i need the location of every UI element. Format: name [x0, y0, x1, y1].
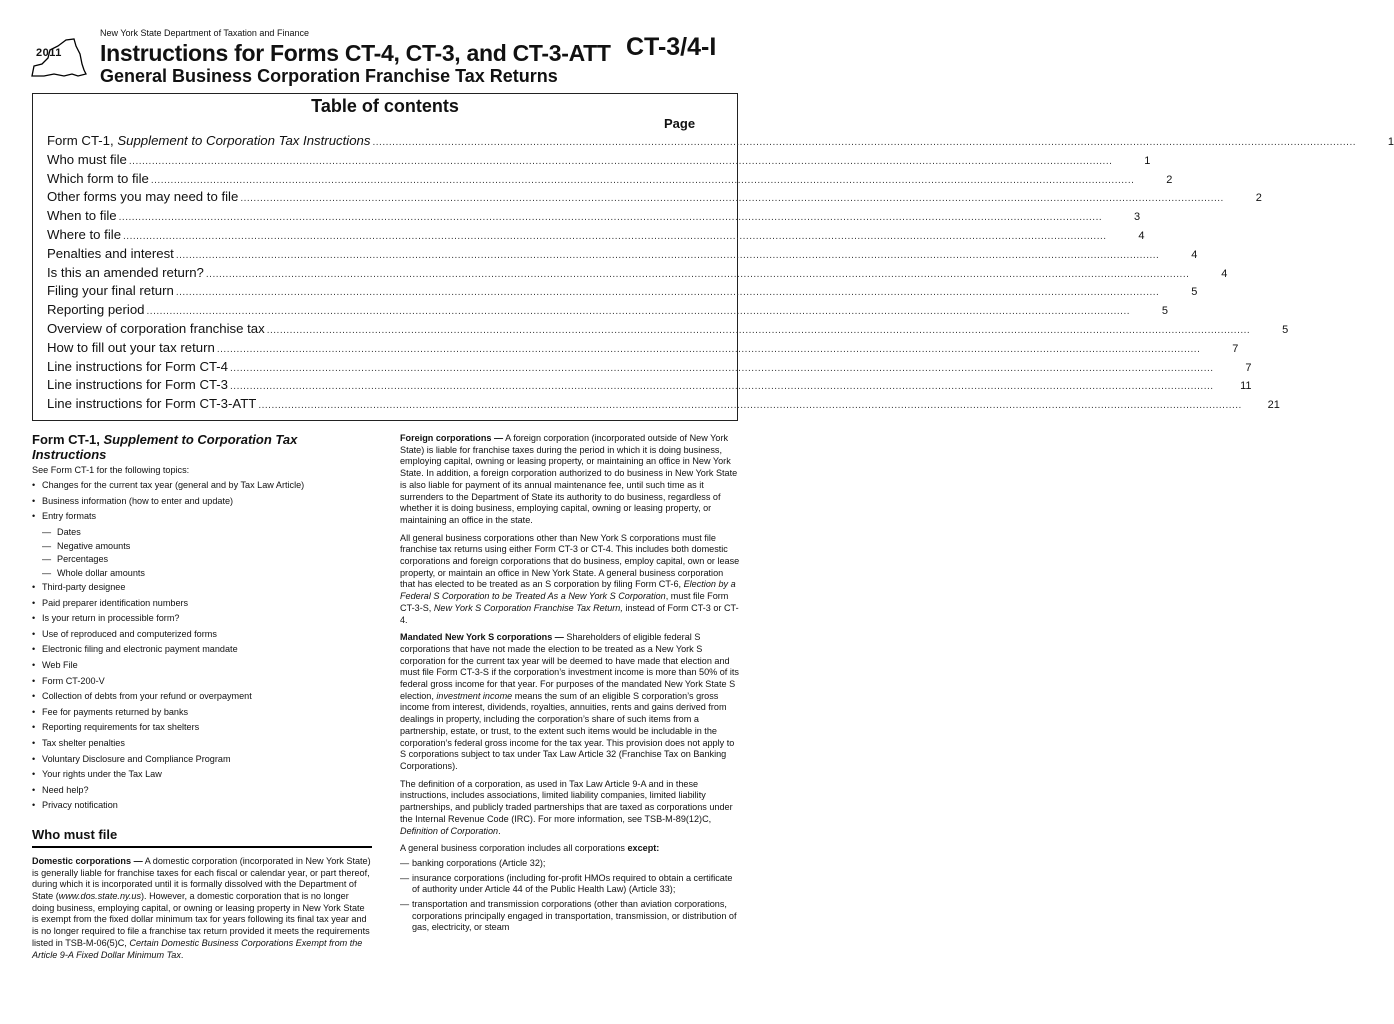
- toc-leader-dots: ............................................................................................................................................................................................................................................................................................................: [205, 268, 1190, 280]
- entry-format-item: — Dates: [32, 527, 372, 541]
- toc-entry[interactable]: [47, 358, 1252, 378]
- toc-page-number: 5: [1191, 286, 1198, 299]
- toc-entry-label: Which form to file: [47, 170, 149, 186]
- ct1-topic-item: • Third-party designee: [32, 582, 372, 598]
- toc-title: Table of contents: [311, 96, 459, 116]
- ct1-topic-item: • Fee for payments returned by banks: [32, 707, 372, 723]
- toc-page-number: 1: [1144, 154, 1151, 167]
- toc-entry[interactable]: [47, 302, 1169, 321]
- ct1-topic-item: • Your rights under the Tax Law: [32, 769, 372, 785]
- who-must-file-title: Who must file: [32, 826, 118, 842]
- toc-entry-label: How to fill out your tax return: [47, 339, 215, 355]
- ct1-topic-item: • Privacy notification: [32, 800, 372, 816]
- toc-page-number: 2: [1166, 173, 1173, 186]
- toc-entry-label: Line instructions for Form CT-3: [47, 377, 229, 393]
- toc-entry-label: Where to file: [47, 226, 122, 242]
- ct1-topic-item: • Tax shelter penalties: [32, 738, 372, 754]
- ct1-topic-item: • Reporting requirements for tax shelters: [32, 722, 372, 738]
- toc-page-number: 11: [1240, 380, 1252, 393]
- document-title: Instructions for Forms CT-4, CT-3, and CT-3-ATT: [100, 40, 611, 66]
- section-rule: [32, 846, 372, 848]
- ct1-topic-item: • Collection of debts from your refund or overpayment: [32, 691, 372, 707]
- toc-entry[interactable]: [47, 208, 1141, 227]
- toc-page-number: 3: [1134, 211, 1141, 224]
- ct1-topic-item: • Form CT-200-V: [32, 676, 372, 692]
- excluded-corporation-item: — insurance corporations (including for-profit HMOs required to obtain a certificate of authority under Article 44 of the Public Health Law) (Article 33);: [400, 873, 740, 896]
- toc-entry-label: Line instructions for Form CT-4: [47, 358, 229, 374]
- toc-leader-dots: ............................................................................................................................................................................................................................................................................................................: [230, 362, 1214, 374]
- toc-page-number: 2: [1255, 192, 1262, 205]
- toc-entry-label: Who must file: [47, 151, 127, 167]
- includes-paragraph: A general business corporation includes all corporations except:: [400, 843, 660, 854]
- ct1-intro: See Form CT-1 for the following topics:: [32, 465, 190, 475]
- excluded-corporation-item: — transportation and transmission corporations (other than aviation corporations, corporations principally engaged in transportation, transmission, or distribution of gas, electricity, or steam: [400, 899, 740, 934]
- toc-entry[interactable]: [47, 226, 1145, 246]
- toc-entry[interactable]: [47, 151, 1151, 171]
- toc-entry[interactable]: [47, 170, 1173, 190]
- mandated-s-corporations-paragraph: Mandated New York S corporations — Shareholders of eligible federal S corporations that have not made the election to be treated as a New York S corporation for the current tax year will be deemed to have made that election and must file Form CT-3-S if the corporation’s investment income is more than 50% of its federal gross income for that year. For purposes of the mandated New York State S election, investment income means the sum of an eligible S corporation’s gross income from interest, dividends, royalties, annuities, rents and gains derived from dealings in property, including the corporation’s share of such items from a partnership, estate, or trust, to the extent such items would be includable in the corporation’s federal gross income for the tax year. This provision does not apply to S corporations subject to tax under Tax Law Article 32 (Franchise Tax on Banking Corporations).: [400, 632, 739, 771]
- toc-page-number: 7: [1245, 361, 1252, 374]
- ct1-topic-item: • Changes for the current tax year (general and by Tax Law Article): [32, 480, 372, 496]
- toc-entry[interactable]: [47, 189, 1262, 208]
- ct1-topic-item: • Is your return in processible form?: [32, 613, 372, 629]
- toc-leader-dots: ............................................................................................................................................................................................................................................................................................................: [118, 212, 1103, 224]
- toc-page-number: 4: [1221, 267, 1228, 280]
- toc-entry-label: Other forms you may need to file: [47, 189, 239, 205]
- toc-entry-label: Line instructions for Form CT-3-ATT: [47, 396, 257, 412]
- toc-leader-dots: ............................................................................................................................................................................................................................................................................................................: [258, 400, 1242, 412]
- toc-page-number: 1: [1387, 136, 1394, 148]
- toc-entry-label: Penalties and interest: [47, 245, 174, 261]
- general-business-paragraph: All general business corporations other than New York S corporations must file franchise tax returns using either Form CT-3 or CT-4. This includes both domestic corporations and foreign corporations that do business, employ capital, own or lease property, or maintain an office in New York State. A general business corporation that has elected to be treated as an S corporation by filing Form CT-6, Election by a Federal S Corporation to be Treated As a New York S Corporation, must file Form CT-3-S, New York S Corporation Franchise Tax Return, instead of Form CT-3 or CT-4.: [400, 532, 740, 625]
- toc-entry-label: Filing your final return: [47, 283, 174, 299]
- toc-entry[interactable]: [47, 283, 1198, 302]
- toc-entry[interactable]: [47, 133, 1394, 152]
- definition-paragraph: The definition of a corporation, as used in Tax Law Article 9-A and in these instructions, includes associations, limited liability companies, limited liability partnerships, and publicly traded partnerships that are taxed as corporations under the Internal Revenue Code (IRC). For more information, see TSB-M-89(12)C, Definition of Corporation.: [400, 778, 733, 836]
- excluded-corporation-item: — banking corporations (Article 32);: [400, 858, 740, 870]
- toc-page-number: 4: [1191, 248, 1198, 261]
- toc-entry-label: Reporting period: [47, 302, 145, 318]
- toc-leader-dots: ............................................................................................................................................................................................................................................................................................................: [150, 174, 1135, 186]
- toc-page-header: Page: [664, 116, 696, 131]
- ct1-topic-item: • Web File: [32, 660, 372, 676]
- right-column: [400, 433, 740, 937]
- document-subtitle: General Business Corporation Franchise Tax Returns: [100, 66, 558, 86]
- form-code: CT-3/4-I: [626, 33, 717, 61]
- toc-leader-dots: ............................................................................................................................................................................................................................................................................................................: [123, 230, 1107, 242]
- ct1-topic-item: • Electronic filing and electronic payment mandate: [32, 644, 372, 660]
- toc-leader-dots: ............................................................................................................................................................................................................................................................................................................: [266, 324, 1251, 336]
- ct1-topic-item: • Need help?: [32, 785, 372, 801]
- toc-leader-dots: ............................................................................................................................................................................................................................................................................................................: [146, 306, 1131, 318]
- ct1-topic-item: • Paid preparer identification numbers: [32, 598, 372, 614]
- domestic-corporations-paragraph: Domestic corporations — A domestic corporation (incorporated in New York State) is generally liable for franchise taxes for each fiscal or calendar year, or part thereof, during which it is incorporated until it is formally dissolved with the Department of State (www.dos.state.ny.us). However, a domestic corporation that is no longer doing business, employing capital, or owning or leasing property in New York State is exempt from the fixed dollar minimum tax for years following its final tax year and is no longer required to file a franchise tax return provided it meets the requirements listed in TSB-M-06(5)C, Certain Domestic Business Corporations Exempt from the Article 9-A Fixed Dollar Minimum Tax.: [32, 855, 371, 960]
- toc-page-number: 4: [1138, 229, 1145, 242]
- entry-format-item: — Percentages: [32, 554, 372, 568]
- toc-page-number: 5: [1161, 305, 1169, 318]
- left-column: [32, 432, 372, 967]
- toc-entry[interactable]: [47, 320, 1289, 340]
- toc-leader-dots: ............................................................................................................................................................................................................................................................................................................: [128, 155, 1113, 167]
- toc-leader-dots: ............................................................................................................................................................................................................................................................................................................: [175, 287, 1160, 299]
- ct1-topic-item: • Entry formats: [32, 511, 372, 527]
- toc-page-number: 5: [1282, 323, 1289, 336]
- toc-leader-dots: ............................................................................................................................................................................................................................................................................................................: [216, 343, 1201, 355]
- tax-year: 2011: [36, 47, 62, 59]
- toc-page-number: 21: [1267, 399, 1280, 412]
- toc-leader-dots: ............................................................................................................................................................................................................................................................................................................: [175, 249, 1160, 261]
- ct1-topic-item: • Voluntary Disclosure and Compliance Program: [32, 754, 372, 770]
- toc-leader-dots: ............................................................................................................................................................................................................................................................................................................: [372, 137, 1356, 148]
- toc-entry[interactable]: [47, 396, 1280, 415]
- toc-entry-label: Is this an amended return?: [47, 264, 204, 280]
- toc-list: [47, 133, 1394, 415]
- foreign-corporations-paragraph: Foreign corporations — A foreign corporation (incorporated outside of New York State) is liable for franchise taxes during the period in which it is doing business, employing capital, owning or leasing property, or maintaining an office in New York State. In addition, a foreign corporation authorized to do business in New York State is also liable for payment of its annual maintenance fee, until such time as it surrenders to the Department of State its authority to do business, regardless of whether it is doing business, employing capital, owning or leasing property, or maintaining an office in the state.: [400, 433, 738, 525]
- ct1-topic-item: • Business information (how to enter and update): [32, 496, 372, 512]
- department-name: New York State Department of Taxation and Finance: [100, 28, 309, 38]
- entry-format-item: — Negative amounts: [32, 541, 372, 555]
- ct1-topic-item: • Use of reproduced and computerized forms: [32, 629, 372, 645]
- toc-leader-dots: ............................................................................................................................................................................................................................................................................................................: [240, 193, 1224, 205]
- toc-entry-label: When to file: [47, 208, 117, 224]
- ct1-section-title: Form CT-1, Supplement to Corporation Tax Instructions: [32, 432, 298, 462]
- toc-entry-label: Form CT-1, Supplement to Corporation Tax Instructions: [47, 133, 371, 148]
- toc-page-number: 7: [1232, 342, 1239, 355]
- toc-entry[interactable]: [47, 245, 1198, 265]
- toc-entry[interactable]: [47, 264, 1228, 284]
- toc-leader-dots: ............................................................................................................................................................................................................................................................................................................: [230, 381, 1214, 393]
- entry-format-item: — Whole dollar amounts: [32, 568, 372, 582]
- toc-entry[interactable]: [47, 377, 1252, 396]
- toc-entry[interactable]: [47, 339, 1239, 359]
- toc-entry-label: Overview of corporation franchise tax: [47, 320, 265, 336]
